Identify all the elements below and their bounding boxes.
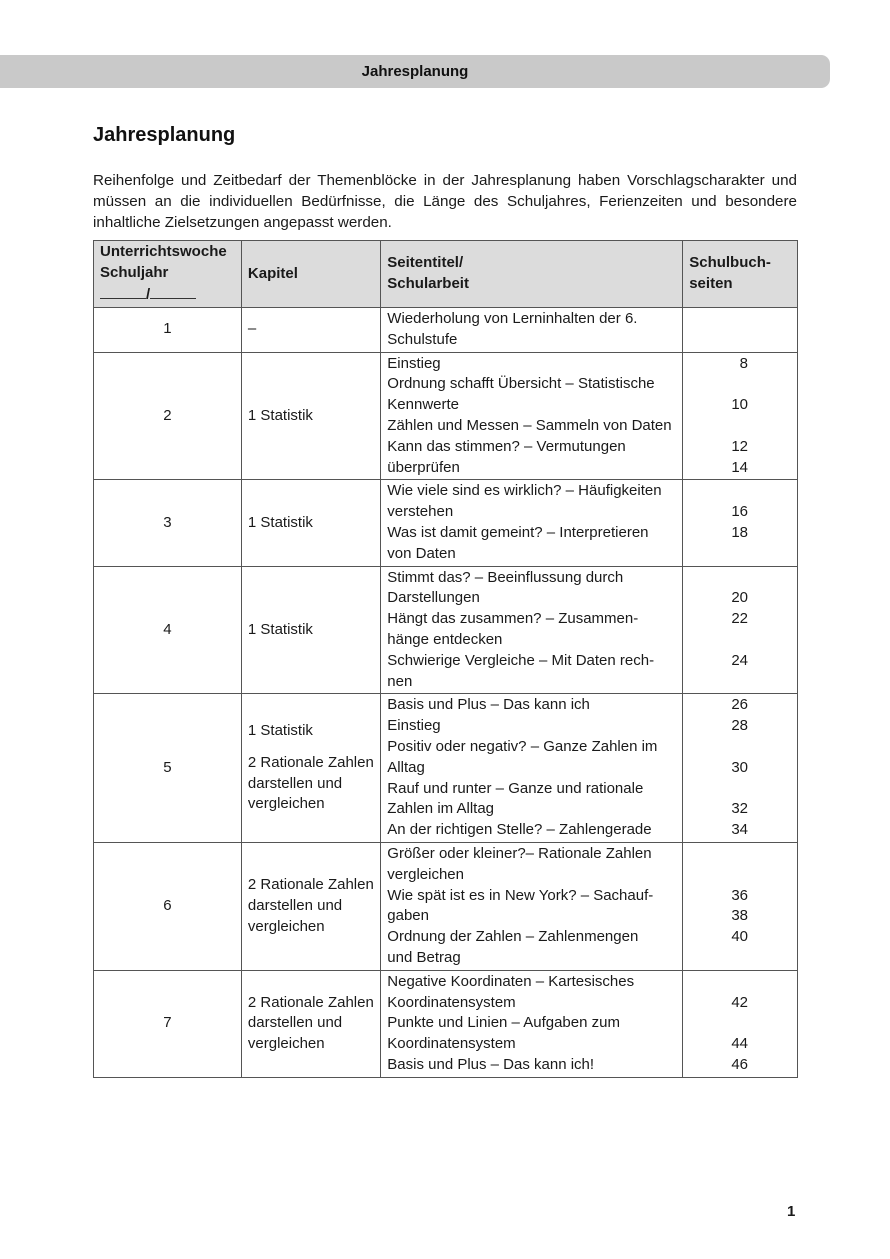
page-ref: 34 [731, 821, 748, 839]
page-ref: 44 [731, 1035, 748, 1053]
chapter-name: 2 Rationale Zahlen darstellen und vergleichen [247, 753, 374, 813]
page-ref [689, 568, 748, 589]
pages-cell [683, 566, 798, 694]
topic-line: Koordinatensystem [387, 993, 516, 1011]
week-cell: 6 [94, 842, 242, 970]
chapter-name: 2 Rationale Zahlen darstellen und vergleichen [247, 876, 374, 935]
topic-line: gaben [387, 907, 429, 925]
chapter-cell [241, 694, 380, 843]
page-ref: 26 [731, 696, 748, 714]
topic-line: vergleichen [387, 865, 464, 883]
table-row [94, 308, 798, 353]
topic-line: Zählen und Messen – Sammeln von Daten [387, 416, 672, 434]
topic-line: Kann das stimmen? – Vermutungen [387, 437, 626, 455]
topic-line: überprüfen [387, 458, 460, 476]
header-week [94, 241, 242, 308]
page-ref: 30 [731, 758, 748, 776]
chapter-cell [241, 308, 380, 353]
page-ref: 8 [739, 354, 748, 372]
page-title: Jahresplanung [93, 124, 236, 146]
page-ref [689, 779, 748, 800]
header-pages [683, 241, 798, 308]
year-separator: / [146, 285, 151, 303]
topics-cell [381, 480, 683, 566]
topic-line: Einstieg [387, 354, 441, 372]
topic-line: Ordnung der Zahlen – Zahlenmengen [387, 928, 639, 946]
page-ref [689, 330, 748, 351]
topic-line: Darstellungen [387, 589, 480, 607]
header-title [381, 241, 683, 308]
page-ref: 38 [731, 907, 748, 925]
page-ref: 10 [731, 396, 748, 414]
topics-cell [381, 694, 683, 843]
table-row [94, 970, 798, 1077]
topic-line: Einstieg [387, 717, 441, 735]
chapter-name: 1 Statistik [247, 406, 313, 424]
topic-line: Basis und Plus – Das kann ich! [387, 1055, 595, 1073]
page-ref: 22 [731, 610, 748, 628]
chapter-name: 1 Statistik [247, 620, 313, 638]
page-ref [689, 544, 748, 565]
topic-line: hänge entdecken [387, 630, 503, 648]
page-ref [689, 630, 748, 651]
table-row [94, 694, 798, 843]
pages-cell [683, 308, 798, 353]
chapter-name: 1 Statistik [247, 513, 313, 531]
page-ref [689, 1013, 748, 1034]
page-ref: 36 [731, 886, 748, 904]
header-chapter: Kapitel [241, 241, 380, 308]
page-ref [689, 865, 748, 886]
topic-line: Negative Koordinaten – Kartesisches [387, 972, 635, 990]
chapter-cell [241, 970, 380, 1077]
header-title-line2: Schularbeit [387, 275, 469, 292]
page-ref [689, 672, 748, 693]
page-ref: 46 [731, 1055, 748, 1073]
header-title-line1: Seitentitel/ [387, 254, 464, 272]
topic-line: Positiv oder negativ? – Ganze Zahlen im [387, 737, 658, 755]
page-ref [689, 416, 748, 437]
topic-line: Hängt das zusammen? – Zusammen- [387, 610, 639, 628]
chapter-cell [241, 842, 380, 970]
header-bar [0, 55, 830, 88]
topic-line: Ordnung schafft Übersicht – Statistische [387, 375, 655, 393]
topics-cell [381, 566, 683, 694]
header-pages-line1: Schulbuch- [689, 254, 771, 272]
header-label: Jahresplanung [361, 63, 469, 80]
topic-line: verstehen [387, 503, 454, 521]
table-row [94, 352, 798, 480]
topic-line: Größer oder kleiner?– Rationale Zahlen [387, 844, 652, 862]
topics-cell [381, 352, 683, 480]
topic-line: Wiederholung von Lerninhalten der 6. [387, 310, 638, 327]
school-year-blank [100, 284, 235, 306]
week-cell: 1 [94, 308, 242, 353]
chapter-cell [241, 352, 380, 480]
topic-line: Schwierige Vergleiche – Mit Daten rech- [387, 651, 655, 669]
topic-line: Punkte und Linien – Aufgaben zum [387, 1014, 620, 1032]
table-header-row [94, 241, 798, 308]
page-ref: 42 [731, 993, 748, 1011]
page-ref [689, 948, 748, 969]
page-ref [689, 481, 748, 502]
topic-line: Wie viele sind es wirklich? – Häufigkeiten [387, 482, 662, 500]
topic-line: Wie spät ist es in New York? – Sachauf- [387, 886, 654, 904]
pages-cell [683, 480, 798, 566]
table-row [94, 480, 798, 566]
pages-cell [683, 970, 798, 1077]
chapter-cell [241, 566, 380, 694]
page-ref: 24 [731, 651, 748, 669]
header-pages-line2: seiten [689, 275, 733, 292]
page-ref [689, 374, 748, 395]
week-cell: 4 [94, 566, 242, 694]
chapter-name: – [247, 320, 257, 338]
page-ref [689, 737, 748, 758]
topic-line: nen [387, 672, 413, 690]
page-ref [689, 972, 748, 993]
page-ref: 14 [731, 458, 748, 476]
pages-cell [683, 694, 798, 843]
page-ref: 32 [731, 800, 748, 818]
chapter-cell [241, 480, 380, 566]
page-ref: 40 [731, 928, 748, 946]
page-number: 1 [787, 1203, 796, 1220]
pages-cell [683, 352, 798, 480]
header-week-line1: Unterrichtswoche [100, 243, 227, 261]
topics-cell [381, 842, 683, 970]
page-ref: 18 [731, 523, 748, 541]
topic-line: Kennwerte [387, 396, 459, 414]
topics-cell [381, 308, 683, 353]
topic-line: Koordinatensystem [387, 1035, 516, 1053]
page-ref: 16 [731, 503, 748, 521]
topic-line: Basis und Plus – Das kann ich [387, 696, 590, 714]
week-cell: 2 [94, 352, 242, 480]
table-body [94, 308, 798, 1078]
week-cell: 7 [94, 970, 242, 1077]
header-week-line2: Schuljahr [100, 264, 169, 282]
page-ref: 20 [731, 589, 748, 607]
chapter-name: 1 Statistik [247, 722, 313, 740]
topic-line: Alltag [387, 758, 425, 776]
topic-line: von Daten [387, 544, 456, 562]
week-cell: 3 [94, 480, 242, 566]
page-ref [689, 844, 748, 865]
topic-line: Zahlen im Alltag [387, 800, 495, 818]
topic-line: Stimmt das? – Beeinflussung durch [387, 568, 624, 586]
pages-cell [683, 842, 798, 970]
topic-line: und Betrag [387, 948, 461, 966]
topic-line: Rauf und runter – Ganze und rationale [387, 779, 644, 797]
chapter-name: 2 Rationale Zahlen darstellen und vergleichen [247, 993, 374, 1053]
table-row [94, 842, 798, 970]
page-ref: 12 [731, 437, 748, 455]
intro-paragraph: Reihenfolge und Zeitbedarf der Themenblöcke in der Jahresplanung haben Vorschlagscharakter und müssen an die individuellen Bedürfnisse, die Länge des Schuljahres, Ferienzeiten und besondere inhaltliche Zielsetzungen angepasst werden. [93, 172, 797, 231]
year-plan-table [93, 240, 798, 1078]
topic-line: Schulstufe [387, 330, 458, 348]
page-ref [689, 309, 748, 330]
page-ref: 28 [731, 717, 748, 735]
topic-line: An der richtigen Stelle? – Zahlengerade [387, 821, 652, 839]
table-row [94, 566, 798, 694]
week-cell: 5 [94, 694, 242, 843]
topics-cell [381, 970, 683, 1077]
topic-line: Was ist damit gemeint? – Interpretieren [387, 523, 649, 541]
